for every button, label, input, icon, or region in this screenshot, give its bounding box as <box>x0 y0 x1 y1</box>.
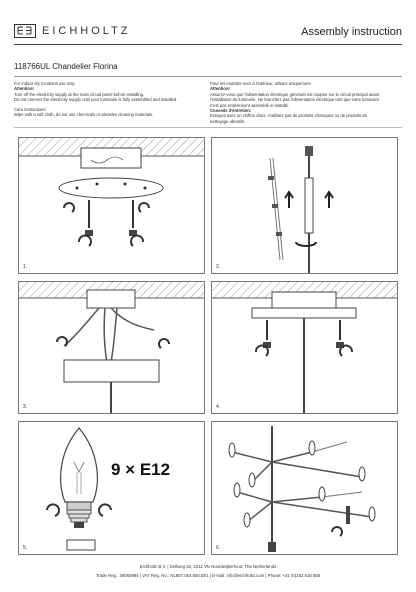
product-divider <box>14 76 402 77</box>
note-fr-electricity-2: l'installation du luminaire. Ne branchez pas l'alimentation électrique tant que votre luminaire <box>210 97 380 103</box>
note-fr-electricity-3: n'est pas entièrement assemblé et installé. <box>210 102 290 108</box>
step-3-number: 3. <box>23 404 28 410</box>
step-4-panel <box>211 281 398 414</box>
brand-logo-icon <box>14 24 36 38</box>
step-1-panel <box>18 137 205 274</box>
bulb-count-label: 9 × E12 <box>111 460 171 479</box>
note-fr-indoor: Pour les endroits secs à l'intérieur, utilisez uniquement <box>210 81 311 86</box>
arms-assembly-illustration <box>212 422 397 554</box>
canopy-mount-illustration <box>212 282 397 413</box>
note-fr-electricity: Assurez-vous que l'alimentation électrique générale est coupée sur le circuit principal avant <box>210 91 380 97</box>
step-5-number: 5. <box>23 545 28 551</box>
brand-name: EICHHOLTZ <box>42 25 131 37</box>
note-electricity: Turn off the electricity supply at the main circuit panel before installing. <box>14 91 145 97</box>
document-title: Assembly instruction <box>301 26 402 38</box>
product-name: 118766UL Chandelier Florina <box>14 62 118 71</box>
note-indoor: For indoor dry locations use only. <box>14 81 76 86</box>
step-5-panel <box>18 421 205 555</box>
step-6-number: 6. <box>216 545 221 551</box>
care-title: Care instructions: <box>14 106 47 112</box>
footer-address: Eichholtz B.V. | Delfweg 52, 2211 VN Noordwijkerhout, The Netherlands <box>139 564 277 569</box>
care-fr-text-2: nettoyage abrasifs. <box>210 118 246 124</box>
note-connect: Do not connect the electricity supply until your luminaire is fully assembled and installed. <box>14 97 178 103</box>
step-2-number: 2. <box>216 264 221 270</box>
step-6-panel <box>211 421 398 555</box>
header-divider <box>14 44 402 45</box>
note-attention: Attention! <box>14 86 34 92</box>
notes-divider <box>14 127 402 128</box>
care-text: Wipe with a soft cloth, do not use chemicals or abrasive cleaning materials. <box>14 112 154 118</box>
footer-registration: Trade Reg.: 28060994 | VAT Reg. No.: NL807.053.600.B01 | E-mail: info@eichholtz.com | Phone: +31 (0)252 515 850 <box>95 573 321 578</box>
notes-english <box>14 81 204 117</box>
step-1-number: 1. <box>23 264 28 270</box>
stem-assembly-illustration <box>212 138 397 273</box>
ceiling-plate-illustration <box>19 138 204 273</box>
care-fr-text: Essuyez avec un chiffon doux, n'utilisez pas de produits chimiques ou de produits de <box>210 113 367 119</box>
wiring-illustration <box>19 282 204 413</box>
note-fr-attention: Attention! <box>210 86 230 92</box>
step-2-panel <box>211 137 398 274</box>
notes-french <box>210 81 402 124</box>
care-fr-title: Conseils d'entretien: <box>210 108 252 114</box>
candle-bulb-icon <box>19 422 204 554</box>
step-3-panel <box>18 281 205 414</box>
step-4-number: 4. <box>216 404 221 410</box>
